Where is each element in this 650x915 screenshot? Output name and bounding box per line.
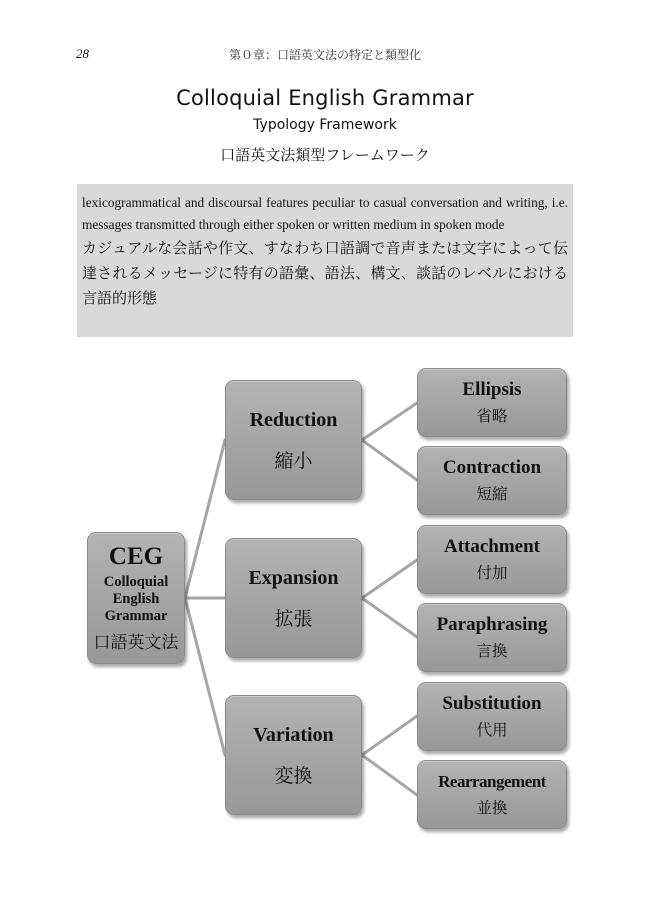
definition-japanese: カジュアルな会話や作文、すなわち口語調で音声または文字によって伝達されるメッセージに特有の語彙、語法、構文、談話のレベルにおける言語的形態 xyxy=(82,241,568,307)
node-substitution-en: Substitution xyxy=(442,693,542,714)
node-attachment-ja: 付加 xyxy=(476,564,508,582)
node-contraction-en: Contraction xyxy=(442,457,542,478)
node-contraction xyxy=(417,446,567,515)
node-paraphrasing xyxy=(417,603,567,672)
node-expansion-ja: 拡張 xyxy=(274,607,313,630)
connector-reduction-contraction xyxy=(362,440,417,480)
node-substitution-ja: 代用 xyxy=(476,721,508,739)
connector-reduction-ellipsis xyxy=(362,403,417,440)
connector-ceg-reduction xyxy=(185,440,225,598)
node-rearrangement xyxy=(417,760,567,829)
connector-variation-rearrangement xyxy=(362,755,417,795)
node-paraphrasing-en: Paraphrasing xyxy=(436,614,548,635)
node-substitution xyxy=(417,682,567,751)
node-variation-ja: 変換 xyxy=(274,764,313,787)
node-rearrangement-en: Rearrangement xyxy=(438,772,546,791)
node-variation xyxy=(225,695,362,815)
definition-english: lexicogrammatical and discoursal features peculiar to casual conversation and writing, i.e. messages transmitted through either spoken or written medium in spoken mode xyxy=(82,195,568,232)
node-ceg xyxy=(87,532,185,664)
page-title: Colloquial English Grammar xyxy=(176,86,474,110)
node-variation-en: Variation xyxy=(253,723,334,746)
node-ceg-full: Colloquial English Grammar xyxy=(103,574,169,624)
node-rearrangement-ja: 並換 xyxy=(476,799,508,817)
node-attachment-en: Attachment xyxy=(443,536,541,557)
node-attachment xyxy=(417,525,567,594)
page-number: 28 xyxy=(76,46,89,61)
node-paraphrasing-ja: 言換 xyxy=(476,642,508,660)
page-subtitle: Typology Framework xyxy=(253,117,397,133)
connector-variation-substitution xyxy=(362,716,417,755)
node-reduction-ja: 縮小 xyxy=(274,449,313,472)
node-ellipsis xyxy=(417,368,567,437)
node-ceg-ja: 口語英文法 xyxy=(93,633,179,653)
node-ellipsis-en: Ellipsis xyxy=(462,379,522,400)
connector-expansion-attachment xyxy=(362,560,417,598)
node-ceg-abbr: CEG xyxy=(108,543,164,570)
japanese-title: 口語英文法類型フレームワーク xyxy=(220,148,430,164)
node-expansion xyxy=(225,538,362,658)
connector-ceg-variation xyxy=(185,598,225,755)
node-reduction xyxy=(225,380,362,500)
connector-expansion-paraphrasing xyxy=(362,598,417,637)
running-head: 第０章：口語英文法の特定と類型化 xyxy=(228,48,421,62)
node-expansion-en: Expansion xyxy=(248,566,339,589)
node-ellipsis-ja: 省略 xyxy=(476,407,508,425)
node-reduction-en: Reduction xyxy=(249,408,338,431)
node-contraction-ja: 短縮 xyxy=(476,485,508,503)
